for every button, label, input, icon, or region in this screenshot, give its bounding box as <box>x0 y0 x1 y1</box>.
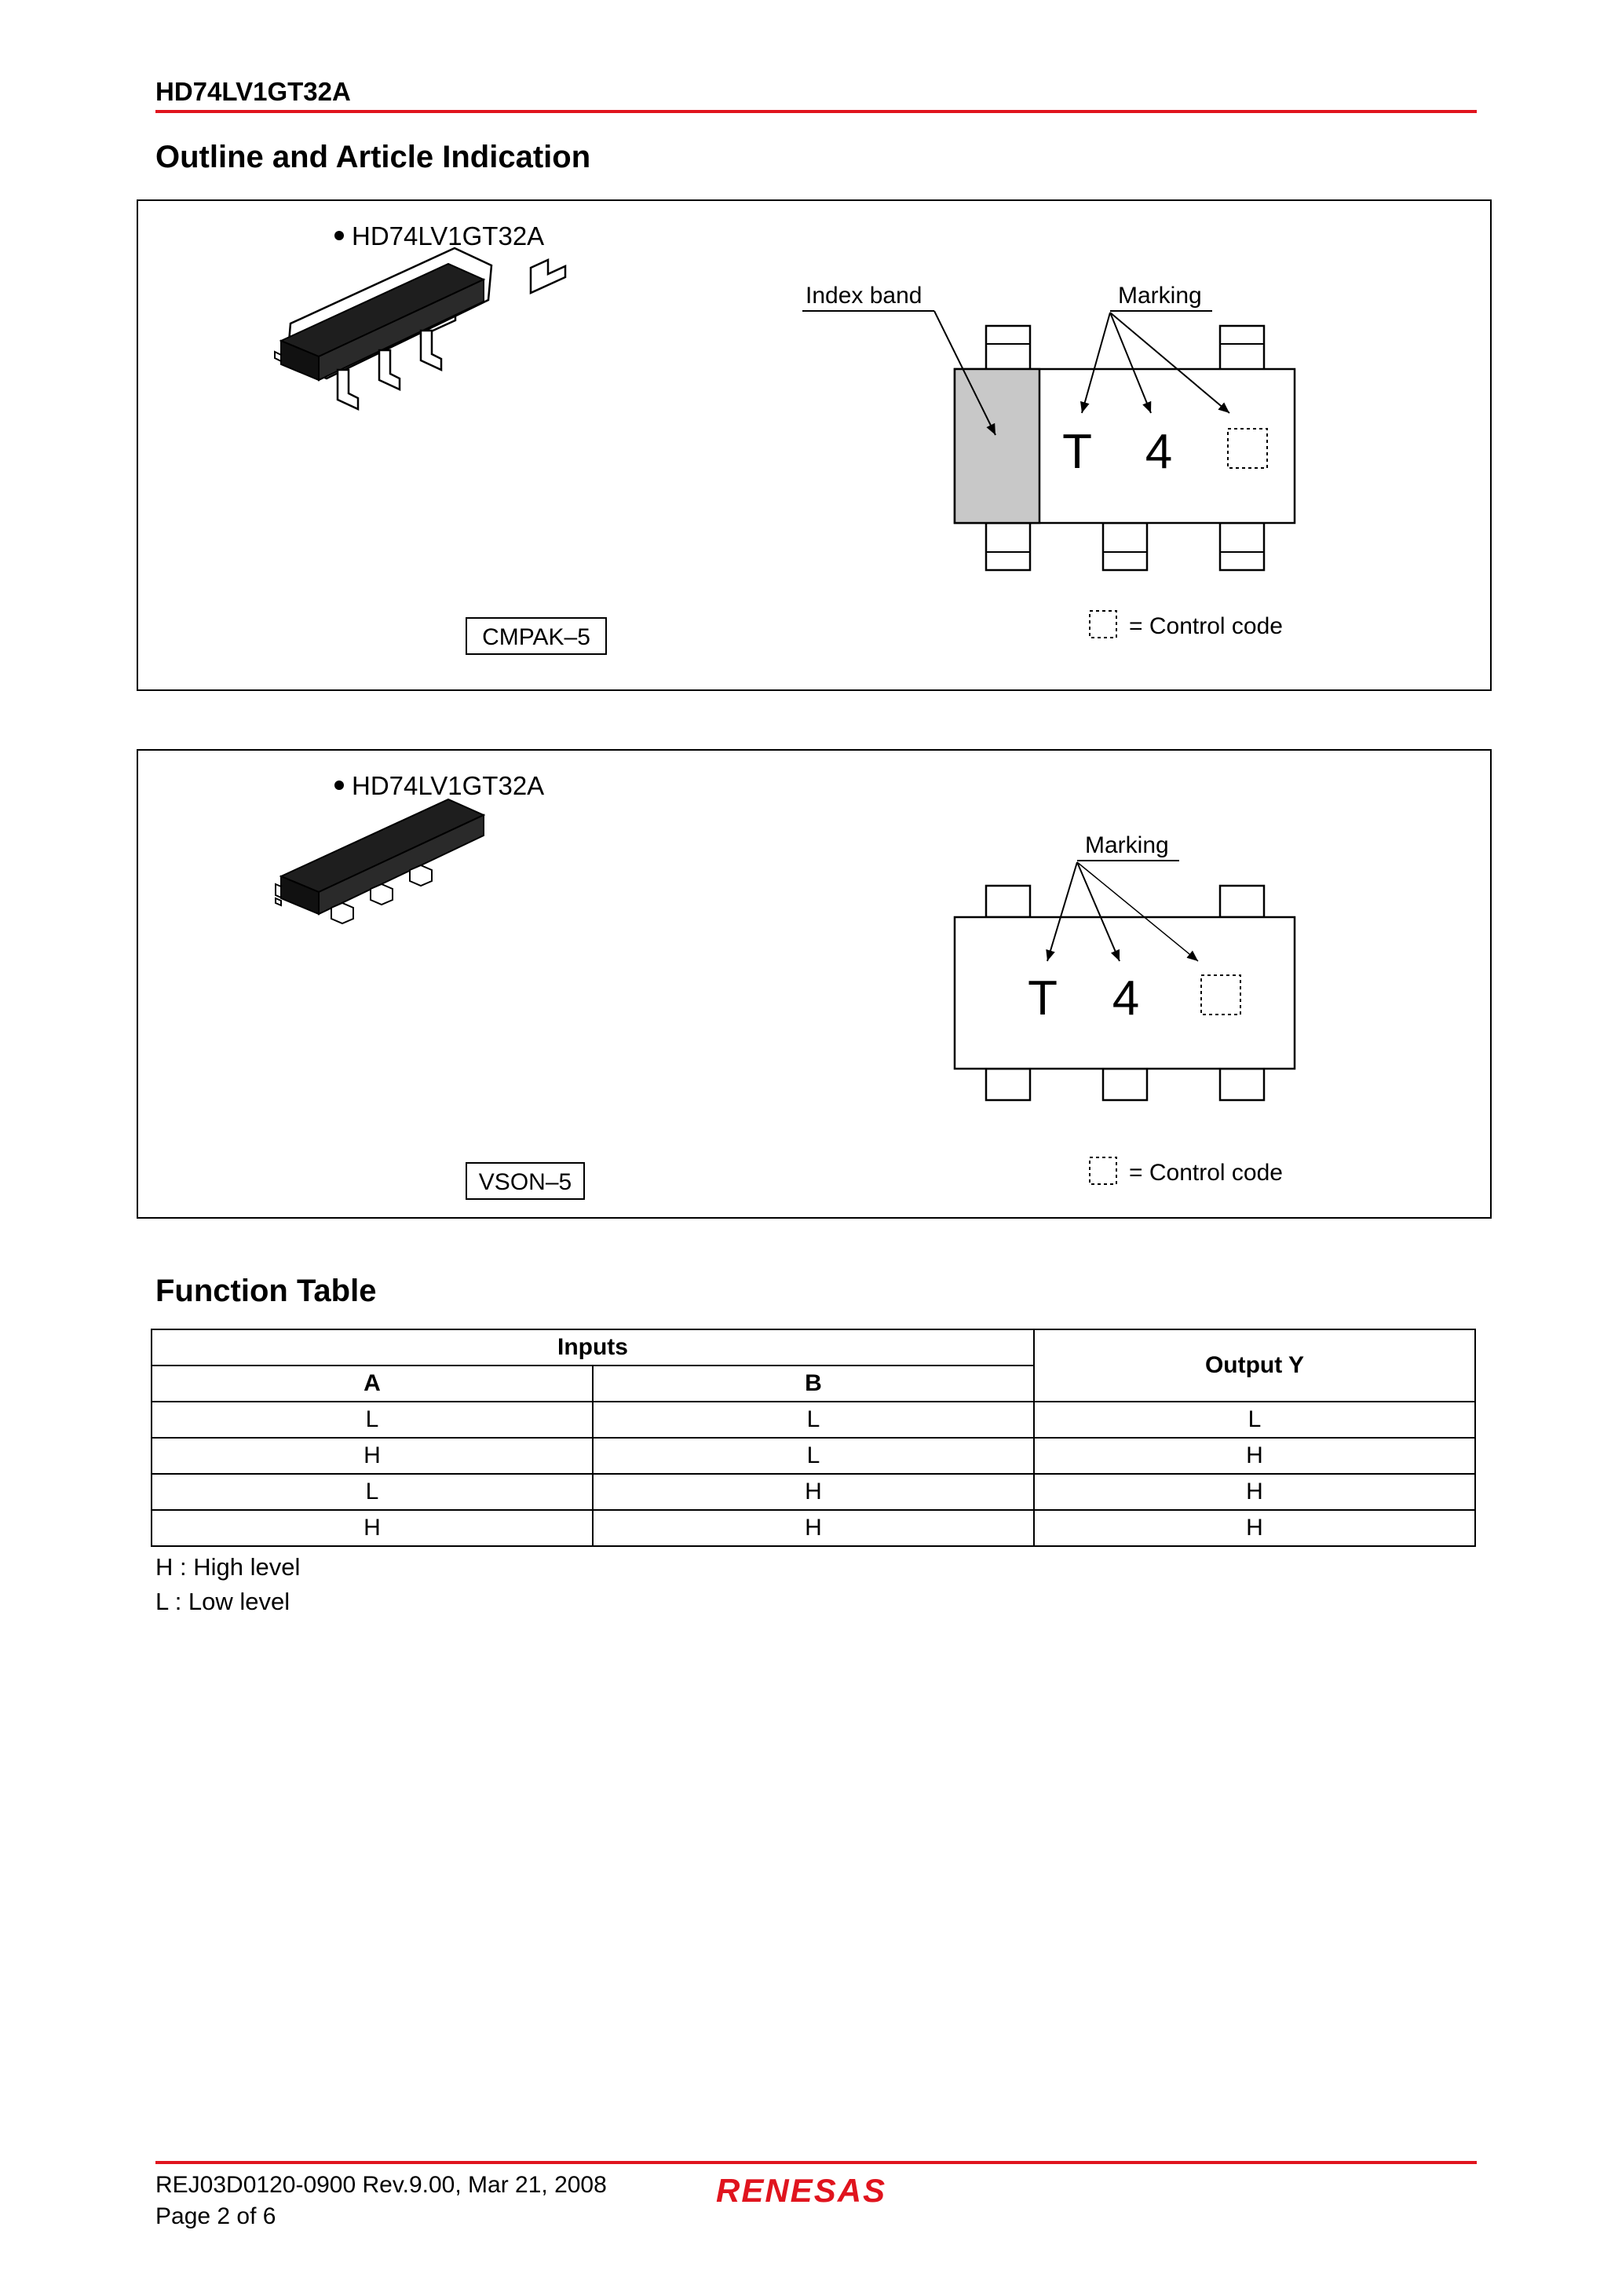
package-frame-vson <box>137 749 1492 1219</box>
index-band <box>955 369 1039 523</box>
index-band-label: Index band <box>806 283 922 309</box>
cell-a: H <box>152 1438 593 1474</box>
mark-char-t: T <box>1028 971 1058 1026</box>
cell-a: H <box>152 1510 593 1546</box>
marking-label: Marking <box>1118 283 1202 309</box>
cmpak-3d-package-icon <box>275 248 565 409</box>
cell-y: H <box>1034 1510 1475 1546</box>
vson-3d-package-icon <box>276 799 484 923</box>
cell-b: H <box>593 1474 1034 1510</box>
col-b-header: B <box>593 1366 1034 1402</box>
legend-high: H : High level <box>155 1553 301 1581</box>
footer-page-number: Page 2 of 6 <box>155 2203 276 2229</box>
mark-char-4: 4 <box>1145 425 1173 479</box>
footer-rule <box>155 2161 1477 2164</box>
renesas-logo <box>713 2167 917 2211</box>
col-a-header: A <box>152 1366 593 1402</box>
package1-bullet-label: HD74LV1GT32A <box>352 221 545 250</box>
inputs-header: Inputs <box>152 1329 1034 1366</box>
control-code-legend: = Control code <box>1129 613 1283 639</box>
package-frame-cmpak <box>137 199 1492 691</box>
footer-doc-ref: REJ03D0120-0900 Rev.9.00, Mar 21, 2008 <box>155 2172 607 2198</box>
function-table <box>151 1329 1476 1547</box>
section-heading-function-table: Function Table <box>155 1274 377 1308</box>
cmpak-drawing <box>138 201 1493 693</box>
mark-char-4: 4 <box>1112 971 1140 1026</box>
section-heading-outline: Outline and Article Indication <box>155 140 591 174</box>
bullet-dot-icon <box>334 231 344 240</box>
cell-a: L <box>152 1402 593 1438</box>
table-row <box>152 1510 1475 1546</box>
marking-label: Marking <box>1085 832 1169 858</box>
cell-b: L <box>593 1438 1034 1474</box>
cell-y: H <box>1034 1438 1475 1474</box>
bullet-dot-icon <box>334 781 344 790</box>
table-row <box>152 1438 1475 1474</box>
package1-name: CMPAK–5 <box>482 624 590 650</box>
package2-bullet-label: HD74LV1GT32A <box>352 771 545 800</box>
control-code-legend: = Control code <box>1129 1160 1283 1186</box>
cell-b: H <box>593 1510 1034 1546</box>
legend-low: L : Low level <box>155 1588 290 1615</box>
table-row <box>152 1474 1475 1510</box>
cell-y: H <box>1034 1474 1475 1510</box>
renesas-logo-text: RENESAS <box>716 2172 887 2209</box>
header-rule <box>155 110 1477 113</box>
package2-name: VSON–5 <box>478 1169 572 1195</box>
mark-char-t: T <box>1062 425 1092 479</box>
page-header-part-number: HD74LV1GT32A <box>155 77 351 106</box>
control-code-legend-icon <box>1090 1157 1116 1184</box>
vson-drawing <box>138 751 1493 1220</box>
table-row <box>152 1402 1475 1438</box>
cell-y: L <box>1034 1402 1475 1438</box>
control-code-legend-icon <box>1090 611 1116 638</box>
cell-a: L <box>152 1474 593 1510</box>
output-header: Output Y <box>1034 1329 1475 1402</box>
cell-b: L <box>593 1402 1034 1438</box>
